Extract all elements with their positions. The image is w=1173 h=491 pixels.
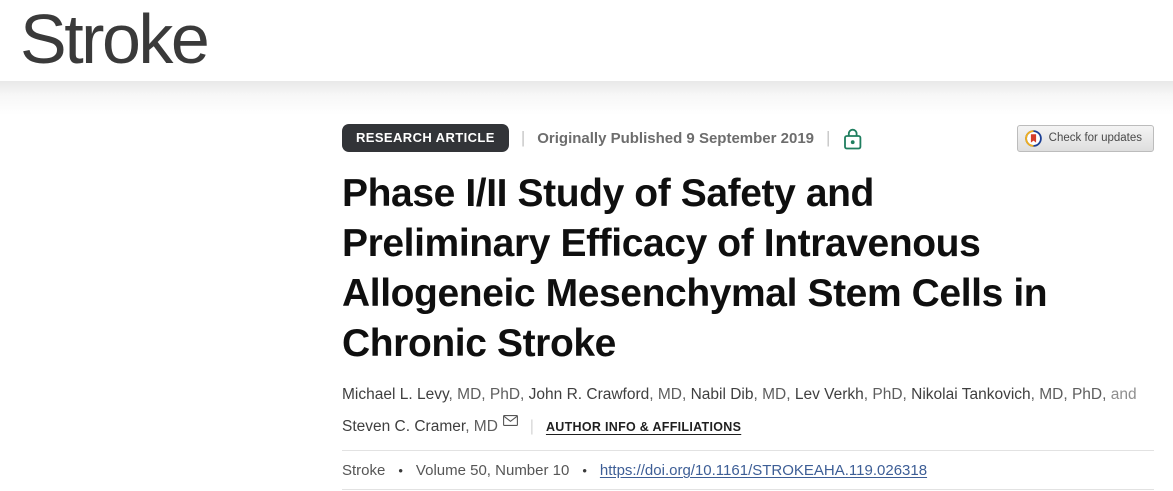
- divider: [342, 489, 1154, 490]
- author-separator: ,: [520, 386, 529, 403]
- title-line: Phase I/II Study of Safety and: [342, 172, 874, 215]
- author-info-link[interactable]: AUTHOR INFO & AFFILIATIONS: [545, 420, 742, 434]
- open-lock-icon: [842, 126, 863, 151]
- author-degrees: , MD: [753, 386, 787, 403]
- envelope-icon[interactable]: [503, 406, 518, 438]
- article-type-badge: RESEARCH ARTICLE: [342, 124, 509, 152]
- author-degrees: , MD: [465, 418, 498, 435]
- published-date: Originally Published 9 September 2019: [537, 129, 815, 147]
- doi-link[interactable]: https://doi.org/10.1161/STROKEAHA.119.026318: [599, 462, 928, 479]
- title-line: Allogeneic Mesenchymal Stem Cells in: [342, 272, 1048, 315]
- bullet: •: [582, 463, 587, 478]
- separator: |: [529, 418, 534, 435]
- check-for-updates-button[interactable]: [1017, 125, 1154, 152]
- author-separator: ,: [902, 386, 912, 403]
- separator: |: [826, 128, 831, 147]
- author-degrees: , MD, PhD: [1030, 386, 1103, 403]
- title-line: Preliminary Efficacy of Intravenous: [342, 222, 981, 265]
- authors-line: [342, 379, 1154, 443]
- conjunction: and: [1110, 386, 1137, 403]
- journal-logo[interactable]: Stroke: [20, 0, 208, 78]
- check-for-updates-label: Check for updates: [1048, 132, 1142, 144]
- citation-journal: Stroke: [342, 462, 386, 479]
- author-name: Nikolai Tankovich: [911, 386, 1031, 403]
- article-header: [342, 81, 1154, 491]
- author-name: Michael L. Levy: [342, 386, 449, 403]
- author-name: Lev Verkh: [794, 386, 864, 403]
- author-degrees: , MD: [649, 386, 682, 403]
- article-title: [342, 169, 1154, 369]
- title-line: Chronic Stroke: [342, 322, 616, 365]
- meta-row: [342, 124, 1154, 152]
- citation-row: [342, 451, 1154, 489]
- crossmark-icon: [1025, 130, 1042, 147]
- citation-issue: Volume 50, Number 10: [415, 462, 570, 479]
- author-separator: ,: [681, 386, 691, 403]
- author-separator: ,: [1102, 386, 1111, 403]
- bullet: •: [398, 463, 403, 478]
- masthead: [0, 0, 1173, 81]
- author-degrees: , MD, PhD: [448, 386, 521, 403]
- author-degrees: , PhD: [863, 386, 903, 403]
- author-name: Nabil Dib: [690, 386, 754, 403]
- author-separator: ,: [786, 386, 795, 403]
- separator: |: [520, 128, 526, 147]
- author-name: John R. Crawford: [528, 386, 650, 403]
- article-landing: [0, 81, 1173, 491]
- author-name: Steven C. Cramer: [342, 418, 466, 435]
